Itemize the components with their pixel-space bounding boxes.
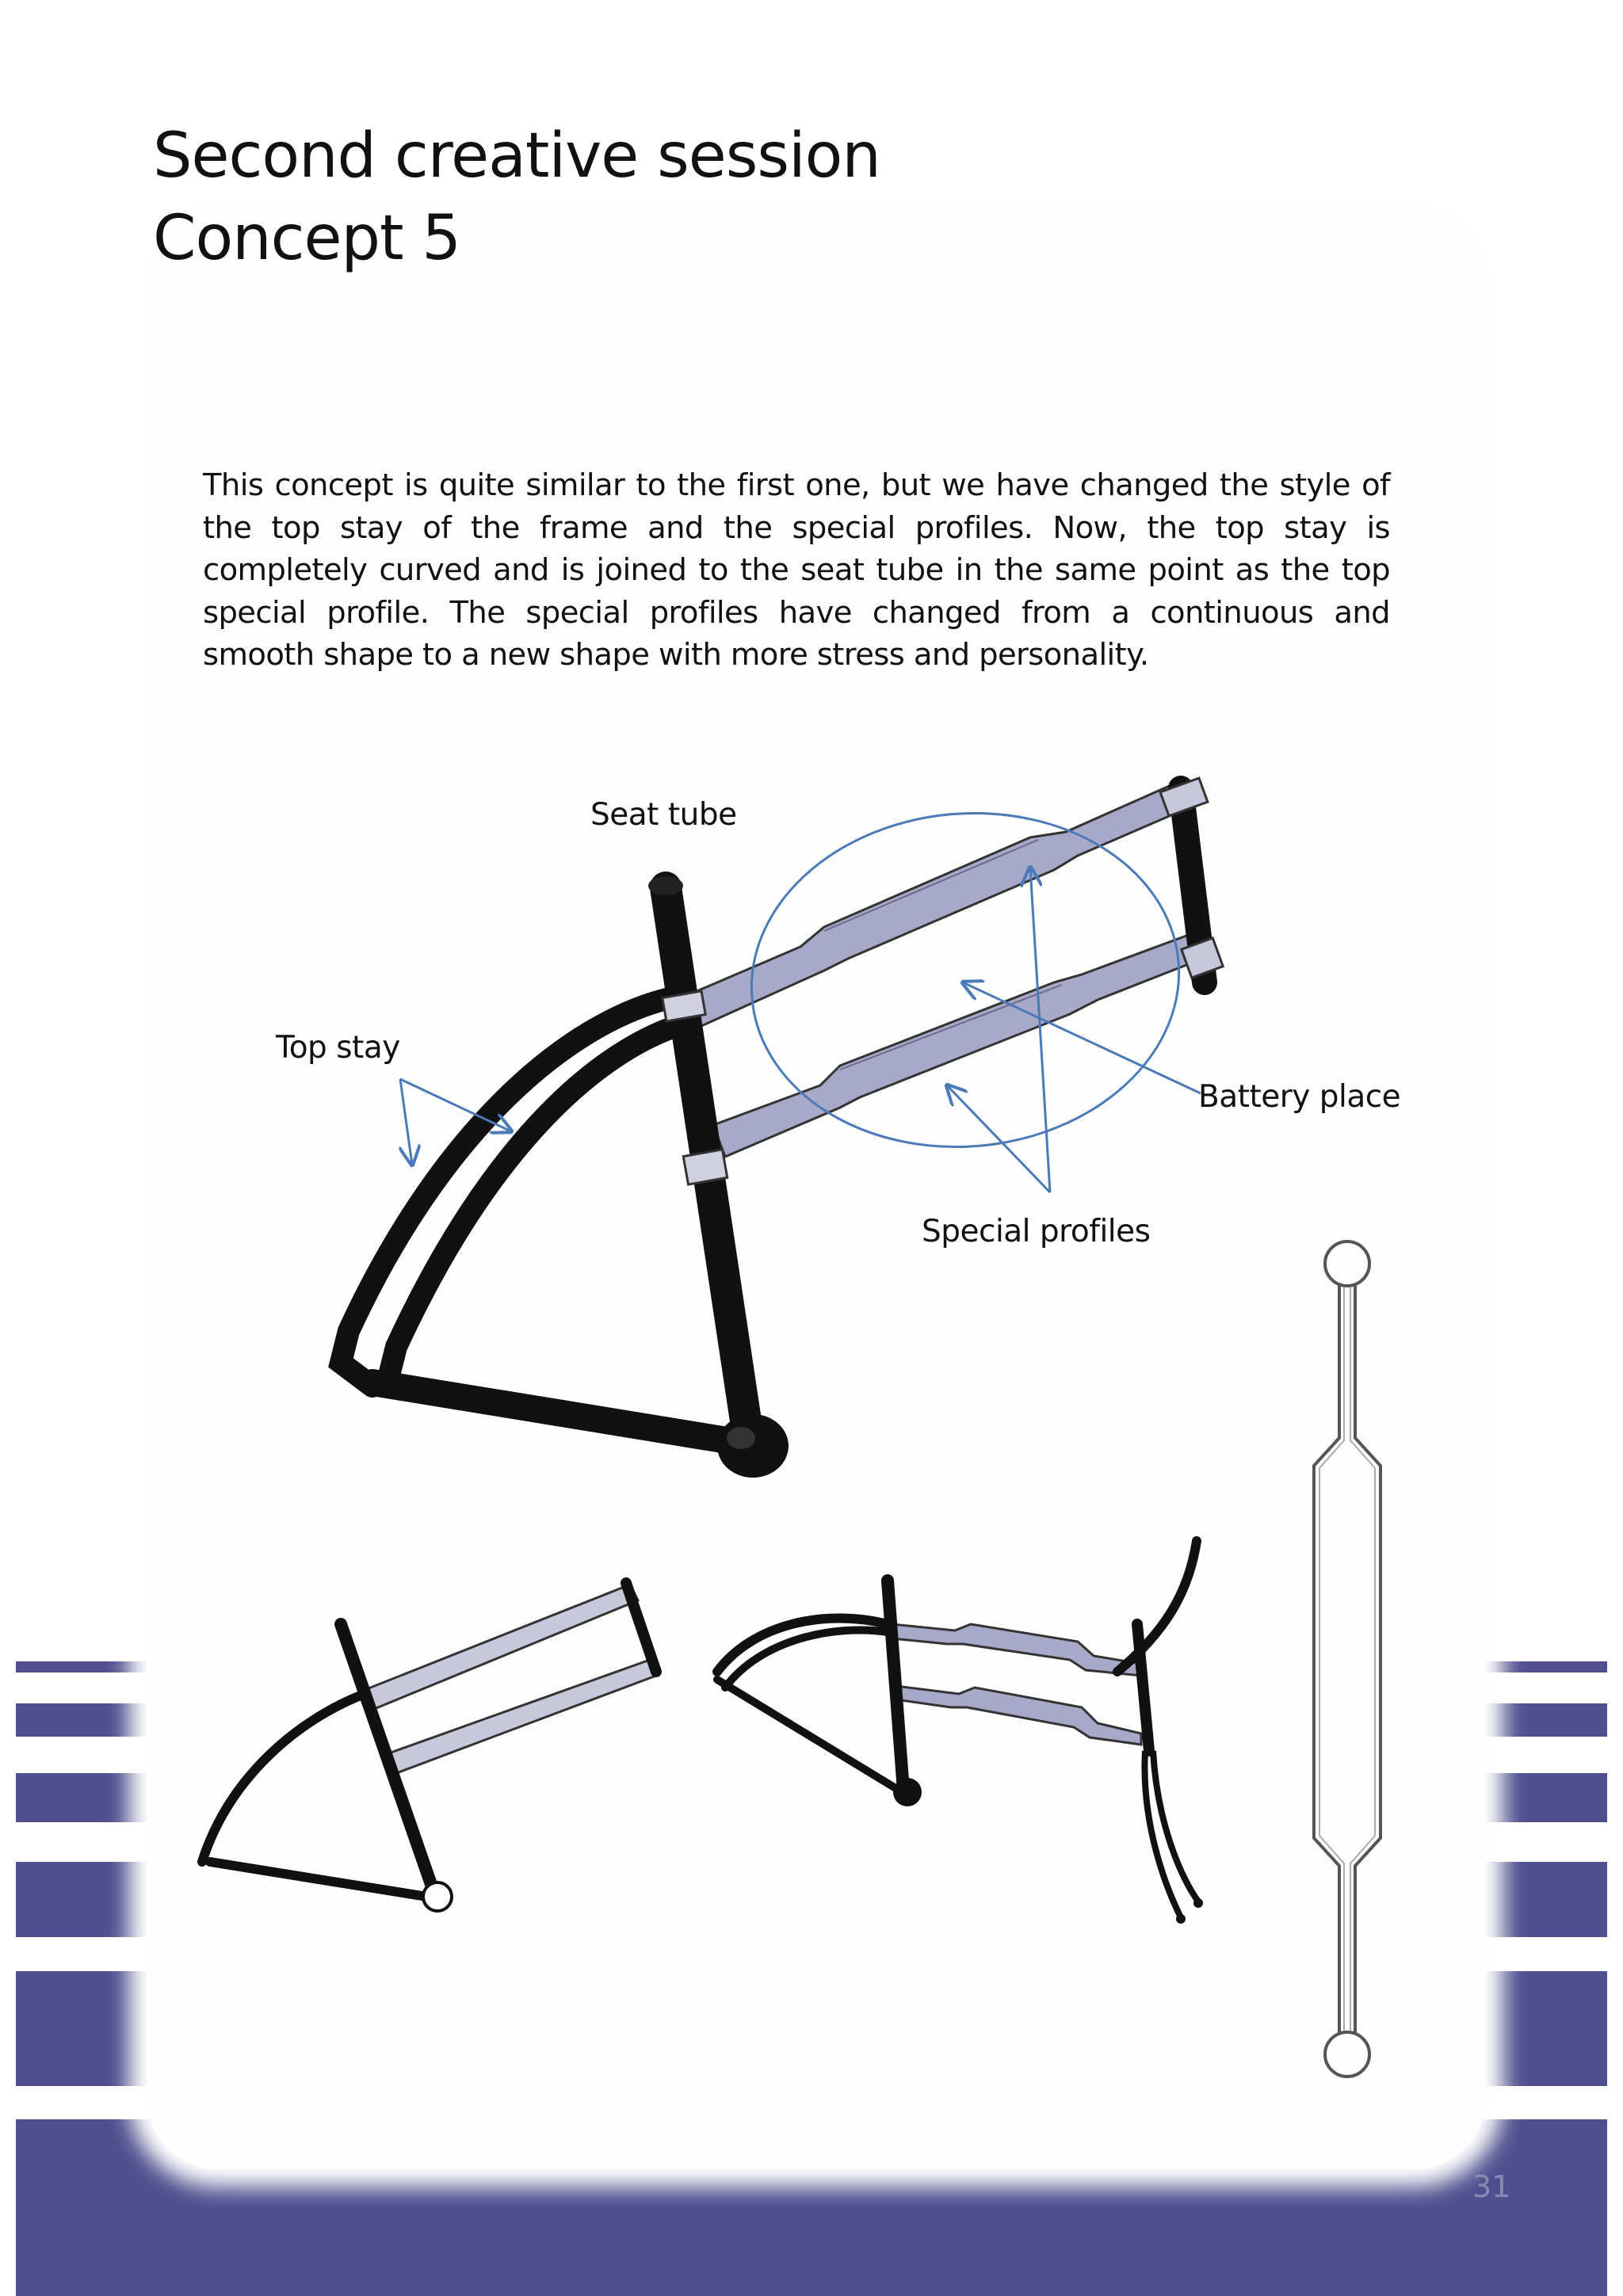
main-frame-drawing [341,778,1223,1478]
perspective-view-drawing [717,1541,1203,1924]
special-profiles-label: Special profiles [922,1214,1151,1249]
special-profile-outline [1314,1241,1381,2077]
page-number: 31 [1472,2169,1511,2204]
battery-place-label: Battery place [1198,1079,1401,1115]
side-view-drawing [202,1583,656,1911]
intro-paragraph: This concept is quite similar to the first one, but we have changed the style of the top stay of the frame and the special profiles. Now, the top stay is completely curved and is joined to the seat tube in the same point as the top special profile. The special profiles have changed from a continuous and smooth shape to a new shape with more stress and personality. [203,467,1390,673]
top-stay-label: Top stay [276,1030,400,1066]
seat-tube-label: Seat tube [590,797,737,833]
page-title-line-1: Second creative session [153,120,880,192]
page-title-line-2: Concept 5 [153,203,461,274]
